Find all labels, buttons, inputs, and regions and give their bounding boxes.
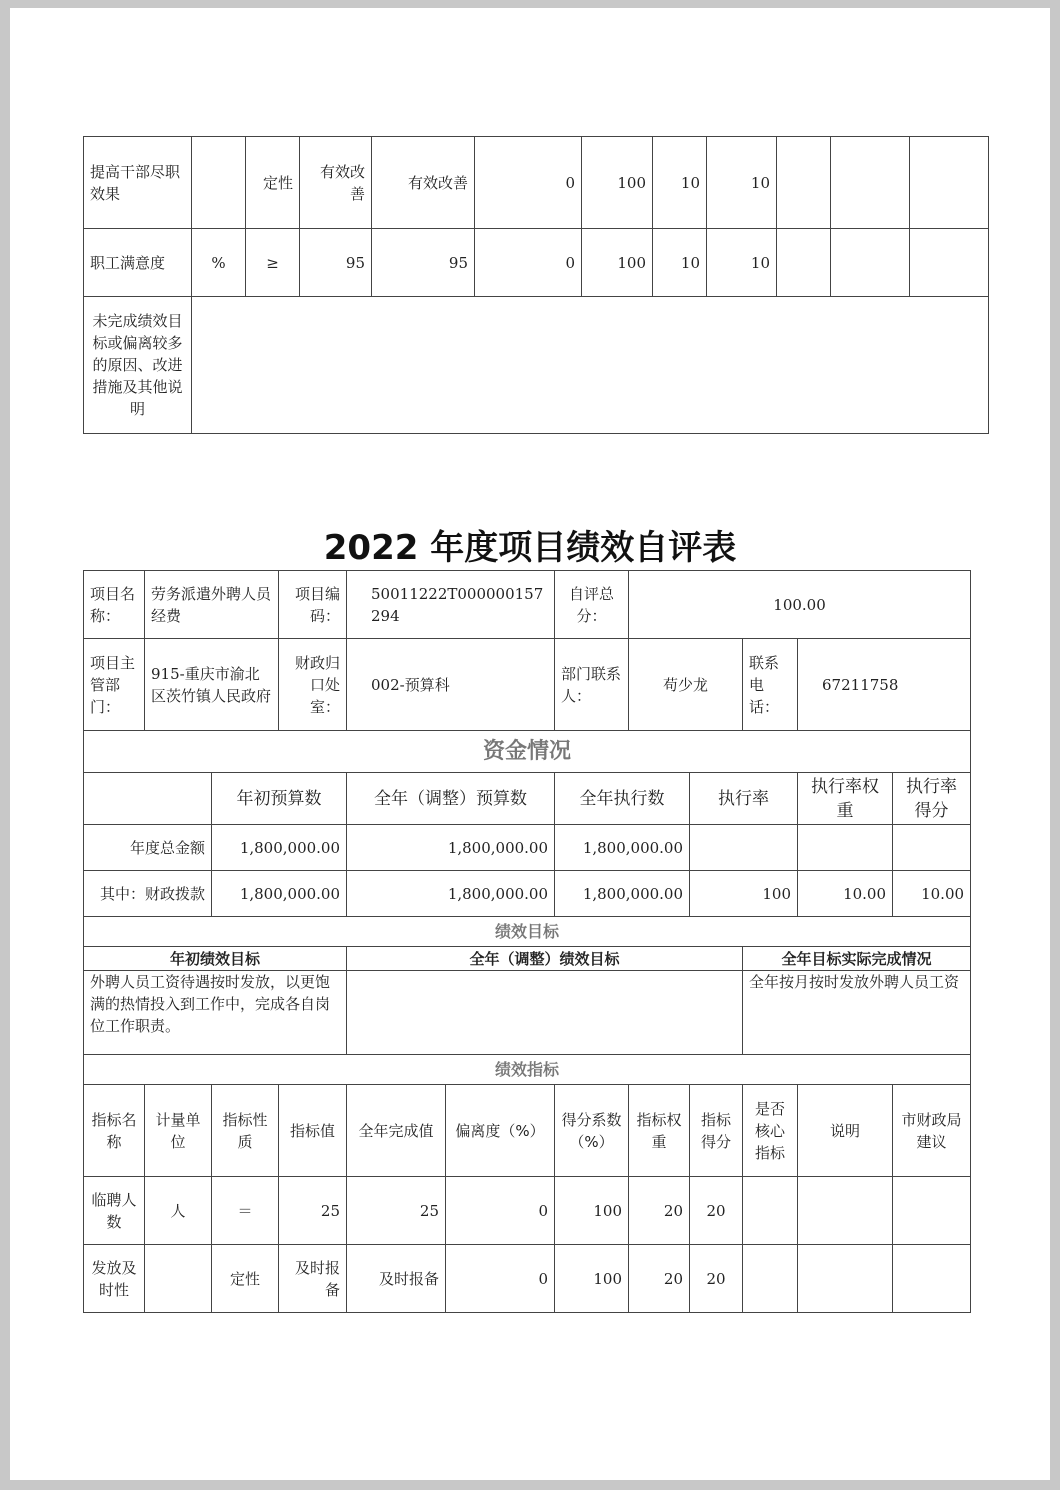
- indicator-section-title: 绩效指标: [84, 1055, 971, 1085]
- fund-initial: 1,800,000.00: [212, 825, 347, 871]
- indicator-deviation: 0: [475, 229, 582, 297]
- table-row: [84, 947, 971, 971]
- indicator-target: 95: [300, 229, 372, 297]
- table-row: [84, 1085, 971, 1177]
- phone-label: 联系电话：: [743, 639, 798, 731]
- indicator-header: 得分系数（%）: [555, 1085, 629, 1177]
- indicator-nature: ≥: [246, 229, 300, 297]
- indicator-header: 说明: [798, 1085, 893, 1177]
- indicator-target: 25: [279, 1177, 347, 1245]
- indicator-deviation: 0: [475, 137, 582, 229]
- indicator-note: [798, 1245, 893, 1313]
- indicator-weight: 20: [629, 1177, 690, 1245]
- indicator-name: 提高干部尽职效果: [84, 137, 192, 229]
- table-row: [84, 137, 989, 229]
- table-row: [84, 731, 971, 773]
- goal-actual: 全年按月按时发放外聘人员工资: [743, 971, 971, 1055]
- contact: 苟少龙: [629, 639, 743, 731]
- fund-initial: 1,800,000.00: [212, 871, 347, 917]
- fund-section-title: 资金情况: [84, 731, 971, 773]
- fund-executed: 1,800,000.00: [555, 825, 690, 871]
- table-row: [84, 571, 971, 639]
- goal-header: 年初绩效目标: [84, 947, 347, 971]
- indicator-core: [743, 1245, 798, 1313]
- fund-rate: 100: [690, 871, 798, 917]
- table-row: [84, 773, 971, 825]
- indicator-score: 20: [690, 1245, 743, 1313]
- indicator-unit: [145, 1245, 212, 1313]
- fund-executed: 1,800,000.00: [555, 871, 690, 917]
- indicator-unit: %: [192, 229, 246, 297]
- fund-adjusted: 1,800,000.00: [347, 871, 555, 917]
- phone: 67211758: [798, 639, 971, 731]
- fund-header: 年初预算数: [212, 773, 347, 825]
- indicator-header: 计量单位: [145, 1085, 212, 1177]
- indicator-name: 职工满意度: [84, 229, 192, 297]
- self-evaluation-table: [83, 570, 971, 1313]
- table-row: [84, 1245, 971, 1313]
- indicator-actual: 有效改善: [372, 137, 475, 229]
- indicator-core: [777, 137, 831, 229]
- indicator-coef: 100: [582, 229, 653, 297]
- indicator-unit: [192, 137, 246, 229]
- indicator-actual: 及时报备: [347, 1245, 446, 1313]
- project-name: 劳务派遣外聘人员经费: [145, 571, 279, 639]
- indicator-header: 偏离度（%）: [446, 1085, 555, 1177]
- table-row: [84, 825, 971, 871]
- fund-header-blank: [84, 773, 212, 825]
- reason-label: 未完成绩效目标或偏离较多的原因、改进措施及其他说明: [84, 297, 192, 434]
- indicator-coef: 100: [582, 137, 653, 229]
- indicator-header: 是否核心指标: [743, 1085, 798, 1177]
- table-row: [84, 1177, 971, 1245]
- indicator-target: 及时报备: [279, 1245, 347, 1313]
- self-score-label: 自评总分：: [555, 571, 629, 639]
- indicator-score: 10: [707, 137, 777, 229]
- indicator-weight: 20: [629, 1245, 690, 1313]
- fund-header: 执行率得分: [893, 773, 971, 825]
- contact-label: 部门联系人：: [555, 639, 629, 731]
- indicator-nature: 定性: [246, 137, 300, 229]
- indicator-score: 20: [690, 1177, 743, 1245]
- indicator-header: 指标得分: [690, 1085, 743, 1177]
- fund-weight: 10.00: [798, 871, 893, 917]
- table-row: [84, 229, 989, 297]
- goal-adjusted: [347, 971, 743, 1055]
- goal-initial: 外聘人员工资待遇按时发放，以更饱满的热情投入到工作中，完成各自岗位工作职责。: [84, 971, 347, 1055]
- indicator-nature: 定性: [212, 1245, 279, 1313]
- table-row: [84, 971, 971, 1055]
- indicator-weight: 10: [653, 229, 707, 297]
- project-code: 50011222T000000157294: [347, 571, 555, 639]
- indicator-header: 全年完成值: [347, 1085, 446, 1177]
- table-row: [84, 297, 989, 434]
- fund-header: 执行率权重: [798, 773, 893, 825]
- page-title: 2022 年度项目绩效自评表: [323, 528, 737, 568]
- dept: 915-重庆市渝北区茨竹镇人民政府: [145, 639, 279, 731]
- indicator-header: 指标性质: [212, 1085, 279, 1177]
- indicator-note: [831, 137, 910, 229]
- indicator-core: [777, 229, 831, 297]
- indicator-suggestion: [893, 1177, 971, 1245]
- table-row: [84, 1055, 971, 1085]
- indicator-core: [743, 1177, 798, 1245]
- project-name-label: 项目名称：: [84, 571, 145, 639]
- indicator-note: [798, 1177, 893, 1245]
- indicator-header: 指标值: [279, 1085, 347, 1177]
- fund-score: [893, 825, 971, 871]
- goal-header: 全年（调整）绩效目标: [347, 947, 743, 971]
- indicator-header: 指标权重: [629, 1085, 690, 1177]
- continued-indicator-table: [83, 136, 989, 434]
- indicator-suggestion: [910, 137, 989, 229]
- goal-header: 全年目标实际完成情况: [743, 947, 971, 971]
- indicator-weight: 10: [653, 137, 707, 229]
- indicator-deviation: 0: [446, 1177, 555, 1245]
- indicator-nature: ＝: [212, 1177, 279, 1245]
- goal-section-title: 绩效目标: [84, 917, 971, 947]
- indicator-coef: 100: [555, 1177, 629, 1245]
- table-row: [84, 871, 971, 917]
- indicator-score: 10: [707, 229, 777, 297]
- indicator-deviation: 0: [446, 1245, 555, 1313]
- reason-content: [192, 297, 989, 434]
- fund-header: 执行率: [690, 773, 798, 825]
- finance-label: 财政归口处室：: [279, 639, 347, 731]
- table-row: [84, 917, 971, 947]
- indicator-actual: 25: [347, 1177, 446, 1245]
- indicator-coef: 100: [555, 1245, 629, 1313]
- project-code-label: 项目编码：: [279, 571, 347, 639]
- fund-header: 全年（调整）预算数: [347, 773, 555, 825]
- indicator-name: 临聘人数: [84, 1177, 145, 1245]
- indicator-header: 指标名称: [84, 1085, 145, 1177]
- fund-row-label: 其中：财政拨款: [84, 871, 212, 917]
- indicator-unit: 人: [145, 1177, 212, 1245]
- indicator-target: 有效改善: [300, 137, 372, 229]
- indicator-suggestion: [893, 1245, 971, 1313]
- finance: 002-预算科: [347, 639, 555, 731]
- fund-score: 10.00: [893, 871, 971, 917]
- indicator-header: 市财政局建议: [893, 1085, 971, 1177]
- indicator-name: 发放及时性: [84, 1245, 145, 1313]
- fund-header: 全年执行数: [555, 773, 690, 825]
- table-row: [84, 639, 971, 731]
- document-page: [10, 8, 1050, 1480]
- indicator-suggestion: [910, 229, 989, 297]
- indicator-actual: 95: [372, 229, 475, 297]
- indicator-note: [831, 229, 910, 297]
- fund-adjusted: 1,800,000.00: [347, 825, 555, 871]
- fund-row-label: 年度总金额: [84, 825, 212, 871]
- dept-label: 项目主管部门：: [84, 639, 145, 731]
- self-score: 100.00: [629, 571, 971, 639]
- fund-rate: [690, 825, 798, 871]
- fund-weight: [798, 825, 893, 871]
